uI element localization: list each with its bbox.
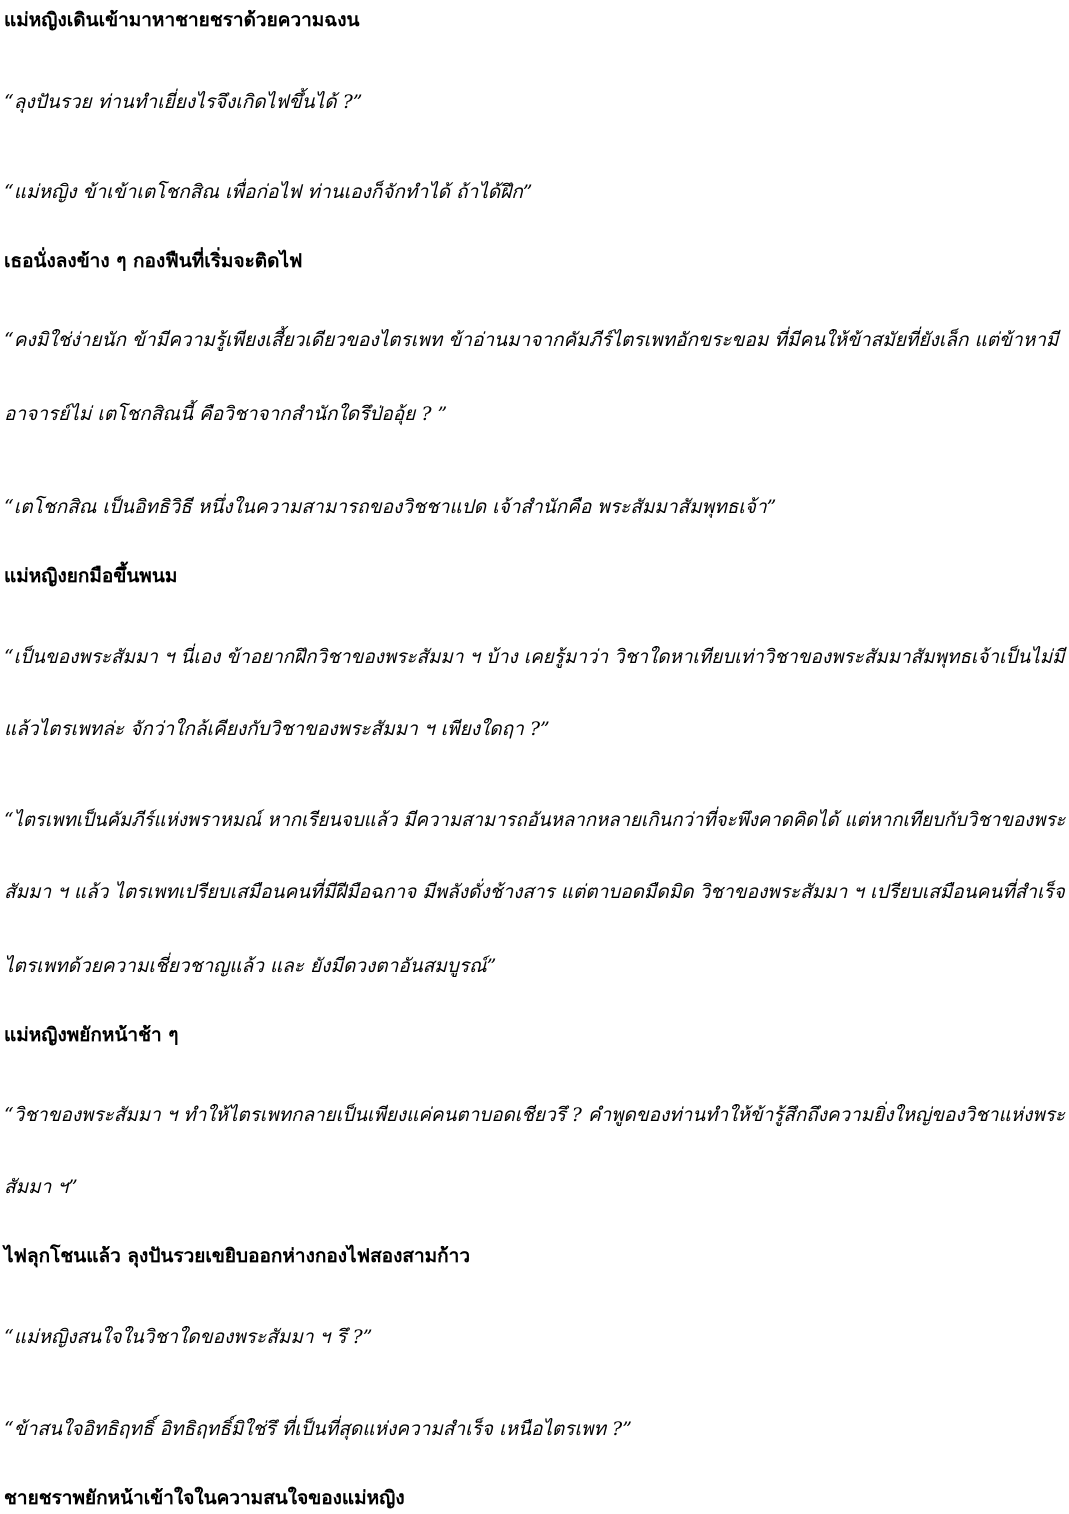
dialogue-line: “ข้าสนใจอิทธิฤทธิ์ อิทธิฤทธิ์มิใช่รึ ที่เป็นที่สุดแห่งความสำเร็จ เหนือไตรเพท ?” [4,1418,632,1440]
narration-line: แม่หญิงยกมือขึ้นพนม [4,565,178,587]
narration-line: แม่หญิงพยักหน้าช้า ๆ [4,1024,179,1046]
narration-line: ชายชราพยักหน้าเข้าใจในความสนใจของแม่หญิง [4,1487,405,1509]
dialogue-line: “ลุงปันรวย ท่านทำเยี่ยงไรจึงเกิดไฟขึ้นได้ ?” [4,91,363,113]
narration-line: ไฟลุกโชนแล้ว ลุงปันรวยเขยิบออกห่างกองไฟสองสามก้าว [4,1245,470,1267]
dialogue-line: “ไตรเพทเป็นคัมภีร์แห่งพราหมณ์ หากเรียนจบแล้ว มีความสามารถอันหลากหลายเกินกว่าที่จะพึงคาดคิดได้ แต่หากเทียบกับวิชาของพระ [4,809,1066,831]
narration-line: เธอนั่งลงข้าง ๆ กองฟืนที่เริ่มจะติดไฟ [4,250,303,272]
dialogue-line: “วิชาของพระสัมมา ฯ ทำให้ไตรเพทกลายเป็นเพียงแค่คนตาบอดเชียวรึ ? คำพูดของท่านทำให้ข้ารู้สึกถึงความยิ่งใหญ่ของวิชาแห่งพระ [4,1104,1066,1126]
dialogue-line: “แม่หญิง ข้าเข้าเตโชกสิณ เพื่อก่อไฟ ท่านเองก็จักทำได้ ถ้าได้ฝึก” [4,181,533,203]
dialogue-line: “เตโชกสิณ เป็นอิทธิวิธี หนึ่งในความสามารถของวิชชาแปด เจ้าสำนักคือ พระสัมมาสัมพุทธเจ้า” [4,496,777,518]
dialogue-line: สัมมา ฯ แล้ว ไตรเพทเปรียบเสมือนคนที่มีฝีมือฉกาจ มีพลังดั่งช้างสาร แต่ตาบอดมืดมิด วิชาของพระสัมมา ฯ เปรียบเสมือนคนที่สำเร็จ [4,881,1065,903]
dialogue-line: “คงมิใช่ง่ายนัก ข้ามีความรู้เพียงเสี้ยวเดียวของไตรเพท ข้าอ่านมาจากคัมภีร์ไตรเพทอักขระขอม ที่มีคนให้ข้าสมัยที่ยังเล็ก แต่ข้าหามี [4,329,1059,351]
dialogue-line: แล้วไตรเพทล่ะ จักว่าใกล้เคียงกับวิชาของพระสัมมา ฯ เพียงใดฤา ?” [4,718,550,740]
narration-line: แม่หญิงเดินเข้ามาหาชายชราด้วยความฉงน [4,9,360,31]
dialogue-line: ไตรเพทด้วยความเชี่ยวชาญแล้ว และ ยังมีดวงตาอันสมบูรณ์” [4,955,497,977]
dialogue-line: อาจารย์ไม่ เตโชกสิณนี้ คือวิชาจากสำนักใดรึป่ออุ้ย ? ” [4,403,448,425]
dialogue-line: “แม่หญิงสนใจในวิชาใดของพระสัมมา ฯ รึ ?” [4,1326,373,1348]
dialogue-line: สัมมา ฯ” [4,1176,78,1198]
dialogue-line: “เป็นของพระสัมมา ฯ นี่เอง ข้าอยากฝึกวิชาของพระสัมมา ฯ บ้าง เคยรู้มาว่า วิชาใดหาเทียบเท่าวิชาของพระสัมมาสัมพุทธเจ้าเป็นไม่มี [4,646,1065,668]
